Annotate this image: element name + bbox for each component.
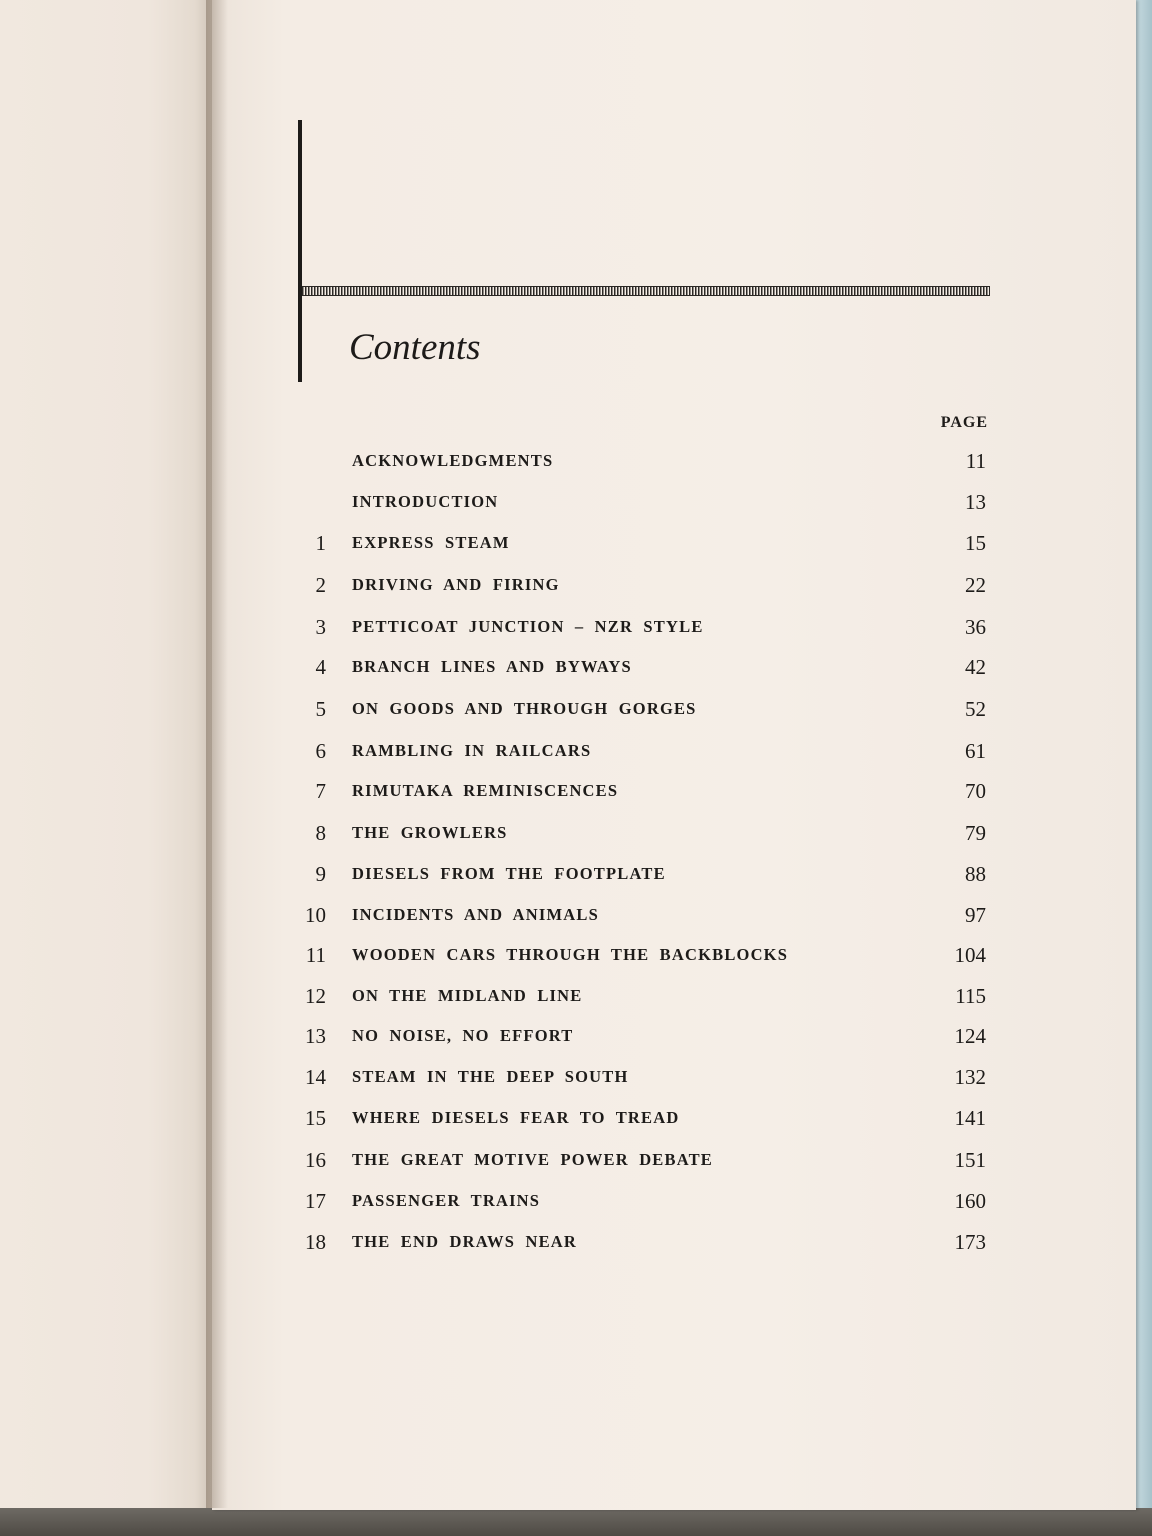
chapter-title: PASSENGER TRAINS (352, 1191, 541, 1210)
chapter-number: 14 (305, 1065, 326, 1089)
toc-entry (0, 940, 1152, 970)
page-number: 70 (965, 779, 986, 803)
chapter-title: NO NOISE, NO EFFORT (352, 1026, 574, 1045)
chapter-number: 17 (305, 1189, 326, 1213)
toc-entry (0, 776, 1152, 806)
chapter-number: 18 (305, 1230, 326, 1254)
page-number: 88 (965, 862, 986, 886)
vertical-rule (298, 120, 302, 382)
page-number: 151 (954, 1148, 986, 1172)
toc-entry (0, 1021, 1152, 1051)
chapter-number: 6 (315, 739, 326, 763)
chapter-number: 13 (305, 1024, 326, 1048)
chapter-title: ON GOODS AND THROUGH GORGES (352, 699, 697, 718)
toc-entry (0, 652, 1152, 682)
page-number: 15 (965, 531, 986, 555)
toc-entry (0, 528, 1152, 558)
chapter-title: INTRODUCTION (352, 492, 499, 511)
toc-entry (0, 818, 1152, 848)
page-number: 160 (954, 1189, 986, 1213)
book-cover-bottom (0, 1508, 1152, 1536)
toc-entry (0, 694, 1152, 724)
page-number: 11 (965, 449, 986, 473)
chapter-title: WOODEN CARS THROUGH THE BACKBLOCKS (352, 945, 789, 964)
page-number: 115 (955, 984, 986, 1008)
page-number: 36 (965, 615, 986, 639)
chapter-title: WHERE DIESELS FEAR TO TREAD (352, 1108, 680, 1127)
toc-entry (0, 1186, 1152, 1216)
toc-entry (0, 446, 1152, 476)
page-number: 124 (954, 1024, 986, 1048)
page-number: 42 (965, 655, 986, 679)
chapter-title: PETTICOAT JUNCTION – NZR STYLE (352, 617, 704, 636)
toc-entry (0, 981, 1152, 1011)
chapter-title: INCIDENTS AND ANIMALS (352, 905, 599, 924)
chapter-number: 4 (315, 655, 326, 679)
chapter-number: 12 (305, 984, 326, 1008)
chapter-title: DIESELS FROM THE FOOTPLATE (352, 864, 666, 883)
chapter-number: 16 (305, 1148, 326, 1172)
page-number: 132 (954, 1065, 986, 1089)
toc-entry (0, 570, 1152, 600)
page-title: Contents (349, 327, 481, 368)
toc-entry (0, 1103, 1152, 1133)
chapter-title: EXPRESS STEAM (352, 533, 510, 552)
chapter-number: 2 (315, 573, 326, 597)
page-number: 22 (965, 573, 986, 597)
chapter-number: 5 (315, 697, 326, 721)
chapter-number: 11 (305, 943, 326, 967)
toc-entry (0, 1227, 1152, 1257)
chapter-number: 15 (305, 1106, 326, 1130)
toc-entry (0, 900, 1152, 930)
chapter-number: 7 (315, 779, 326, 803)
chapter-title: ACKNOWLEDGMENTS (352, 451, 554, 470)
chapter-title: THE END DRAWS NEAR (352, 1232, 578, 1251)
chapter-title: DRIVING AND FIRING (352, 575, 560, 594)
chapter-title: ON THE MIDLAND LINE (352, 986, 583, 1005)
page-number: 79 (965, 821, 986, 845)
toc-entry (0, 736, 1152, 766)
toc-entry (0, 612, 1152, 642)
chapter-title: BRANCH LINES AND BYWAYS (352, 657, 632, 676)
chapter-title: THE GREAT MOTIVE POWER DEBATE (352, 1150, 714, 1169)
page-column-header: PAGE (940, 414, 988, 431)
page-number: 141 (954, 1106, 986, 1130)
chapter-title: RAMBLING IN RAILCARS (352, 741, 592, 760)
chapter-title: RIMUTAKA REMINISCENCES (352, 781, 619, 800)
page-number: 97 (965, 903, 986, 927)
chapter-title: STEAM IN THE DEEP SOUTH (352, 1067, 629, 1086)
chapter-number: 10 (305, 903, 326, 927)
chapter-number: 1 (315, 531, 326, 555)
page-number: 52 (965, 697, 986, 721)
chapter-number: 8 (315, 821, 326, 845)
decorative-rule (302, 286, 990, 296)
page-number: 13 (965, 490, 986, 514)
chapter-number: 3 (315, 615, 326, 639)
toc-entry (0, 859, 1152, 889)
toc-entry (0, 487, 1152, 517)
page-number: 173 (954, 1230, 986, 1254)
page-number: 61 (965, 739, 986, 763)
page-number: 104 (954, 943, 986, 967)
chapter-title: THE GROWLERS (352, 823, 508, 842)
toc-entry (0, 1062, 1152, 1092)
toc-entry (0, 1145, 1152, 1175)
chapter-number: 9 (315, 862, 326, 886)
